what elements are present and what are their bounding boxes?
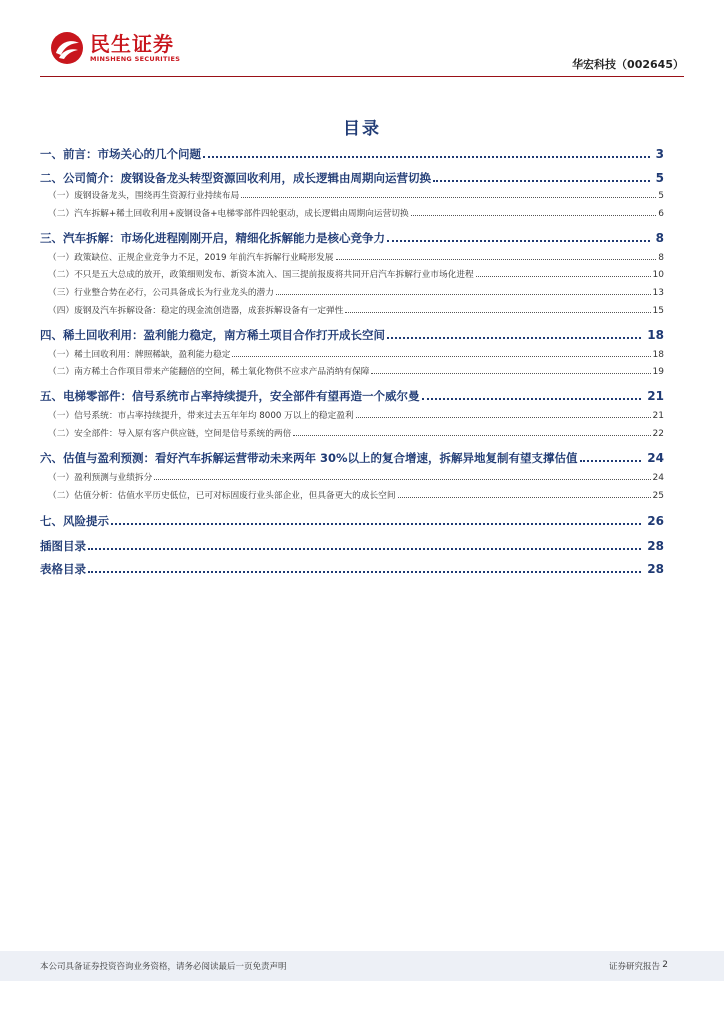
toc-entry-page: 5 (658, 191, 664, 201)
brand-name-en: MINSHENG SECURITIES (90, 54, 181, 63)
toc-entry-title: （一）政策缺位、正规企业竞争力不足，2019 年前汽车拆解行业畸形发展 (48, 253, 334, 263)
toc-entry-title: 插图目录 (40, 539, 86, 553)
toc-leader-dots (336, 259, 657, 260)
toc-title: 目录 (343, 119, 381, 139)
toc-entry-page: 18 (652, 350, 664, 360)
toc-leader-dots (345, 312, 650, 313)
toc-entry-page: 28 (647, 562, 664, 576)
toc-entry-title: 二、公司简介：废钢设备龙头转型资源回收利用，成长逻辑由周期向运营切换 (40, 171, 431, 185)
minsheng-logo-icon (50, 31, 84, 65)
toc-section-entry[interactable] (40, 230, 664, 246)
toc-leader-dots (387, 337, 641, 339)
toc-leader-dots (232, 356, 650, 357)
brand-logo (50, 31, 180, 65)
toc-leader-dots (276, 294, 651, 295)
toc-leader-dots (88, 548, 641, 550)
toc-entry-title: 四、稀土回收利用：盈利能力稳定，南方稀土项目合作打开成长空间 (40, 328, 385, 342)
toc-subsection-entry[interactable] (40, 365, 664, 377)
toc-entry-title: （一）信号系统：市占率持续提升，带来过去五年年均 8000 万以上的稳定盈利 (48, 411, 354, 421)
toc-entry-page: 18 (647, 328, 664, 342)
toc-subsection-entry[interactable] (40, 427, 664, 439)
toc-subsection-entry[interactable] (40, 409, 664, 421)
toc-entry-page: 28 (647, 539, 664, 553)
toc-entry-title: （四）废钢及汽车拆解设备：稳定的现金流创造器，成套拆解设备有一定弹性 (48, 306, 344, 316)
toc-subsection-entry[interactable] (40, 304, 664, 316)
toc-entry-page: 21 (652, 411, 664, 421)
toc-entry-page: 13 (652, 288, 664, 298)
toc-leader-dots (422, 398, 642, 400)
toc-entry-title: （一）废钢设备龙头，围绕再生资源行业持续布局 (48, 191, 240, 201)
toc-subsection-entry[interactable] (40, 268, 664, 280)
toc-section-entry[interactable] (40, 561, 664, 577)
toc-entry-title: 一、前言：市场关心的几个问题 (40, 147, 201, 161)
footer-bar (0, 951, 724, 981)
toc-section-entry[interactable] (40, 388, 664, 404)
toc-entry-title: （二）安全部件：导入原有客户供应链，空间是信号系统的两倍 (48, 429, 292, 439)
toc-leader-dots (111, 523, 641, 525)
toc-entry-title: 五、电梯零部件：信号系统市占率持续提升，安全部件有望再造一个威尔曼 (40, 389, 420, 403)
header-divider (40, 76, 684, 77)
toc-entry-page: 21 (647, 389, 664, 403)
toc-entry-title: （三）行业整合势在必行，公司具备成长为行业龙头的潜力 (48, 288, 274, 298)
toc-subsection-entry[interactable] (40, 251, 664, 263)
toc-entry-title: 表格目录 (40, 562, 86, 576)
toc-entry-page: 25 (652, 491, 664, 501)
toc-leader-dots (433, 180, 650, 182)
toc-section-entry[interactable] (40, 538, 664, 554)
toc-entry-page: 19 (652, 367, 664, 377)
toc-entry-title: （一）盈利预测与业绩拆分 (48, 473, 153, 483)
toc-subsection-entry[interactable] (40, 489, 664, 501)
toc-section-entry[interactable] (40, 170, 664, 186)
toc-subsection-entry[interactable] (40, 471, 664, 483)
toc-entry-title: （二）估值分析：估值水平历史低位，已可对标固废行业头部企业，但具备更大的成长空间 (48, 491, 396, 501)
company-ticker: 华宏科技（002645） (572, 58, 684, 71)
toc-entry-page: 8 (658, 253, 664, 263)
toc-leader-dots (411, 215, 657, 216)
toc-entry-page: 24 (652, 473, 664, 483)
toc-leader-dots (387, 240, 650, 242)
toc-entry-title: （二）南方稀土合作项目带来产能翻倍的空间，稀土氧化物供不应求产品消纳有保障 (48, 367, 370, 377)
toc-entry-title: 七、风险提示 (40, 514, 109, 528)
toc-leader-dots (293, 435, 650, 436)
toc-entry-page: 3 (655, 147, 664, 161)
toc-entry-page: 6 (658, 209, 664, 219)
toc-leader-dots (356, 417, 651, 418)
toc-leader-dots (241, 197, 656, 198)
toc-entry-title: （一）稀土回收利用：牌照稀缺，盈利能力稳定 (48, 350, 231, 360)
toc-subsection-entry[interactable] (40, 207, 664, 219)
toc-entry-page: 24 (647, 451, 664, 465)
toc-section-entry[interactable] (40, 513, 664, 529)
toc-leader-dots (88, 571, 641, 573)
toc-leader-dots (580, 460, 642, 462)
toc-entry-page: 10 (652, 270, 664, 280)
toc-subsection-entry[interactable] (40, 348, 664, 360)
toc-section-entry[interactable] (40, 146, 664, 162)
toc-leader-dots (398, 497, 651, 498)
toc-subsection-entry[interactable] (40, 286, 664, 298)
toc-section-entry[interactable] (40, 450, 664, 466)
toc-subsection-entry[interactable] (40, 189, 664, 201)
toc-entry-page: 26 (647, 514, 664, 528)
footer-disclaimer: 本公司具备证券投资咨询业务资格，请务必阅读最后一页免责声明 (40, 962, 287, 972)
footer-report-type: 证券研究报告 (608, 962, 660, 972)
toc-entry-page: 15 (652, 306, 664, 316)
toc-leader-dots (476, 276, 651, 277)
toc-entry-page: 22 (652, 429, 664, 439)
brand-name-cn: 民生证券 (90, 31, 174, 56)
footer-page-number: 2 (662, 960, 668, 970)
toc-entry-page: 5 (655, 171, 664, 185)
toc-entry-page: 8 (655, 231, 664, 245)
toc-section-entry[interactable] (40, 327, 664, 343)
toc-entry-title: （二）不只是五大总成的放开，政策细则发布、新资本流入、国三提前报废将共同开启汽车拆解行业市场化进程 (48, 270, 474, 280)
toc-entry-title: 三、汽车拆解：市场化进程刚刚开启，精细化拆解能力是核心竞争力 (40, 231, 385, 245)
toc-entry-title: 六、估值与盈利预测：看好汽车拆解运营带动未来两年 30%以上的复合增速，拆解异地复制有望支撑估值 (40, 451, 578, 465)
toc-leader-dots (203, 156, 650, 158)
toc-leader-dots (154, 479, 650, 480)
toc-entry-title: （二）汽车拆解+稀土回收利用+废钢设备+电梯零部件四轮驱动，成长逻辑由周期向运营切换 (48, 209, 409, 219)
toc-leader-dots (371, 373, 650, 374)
